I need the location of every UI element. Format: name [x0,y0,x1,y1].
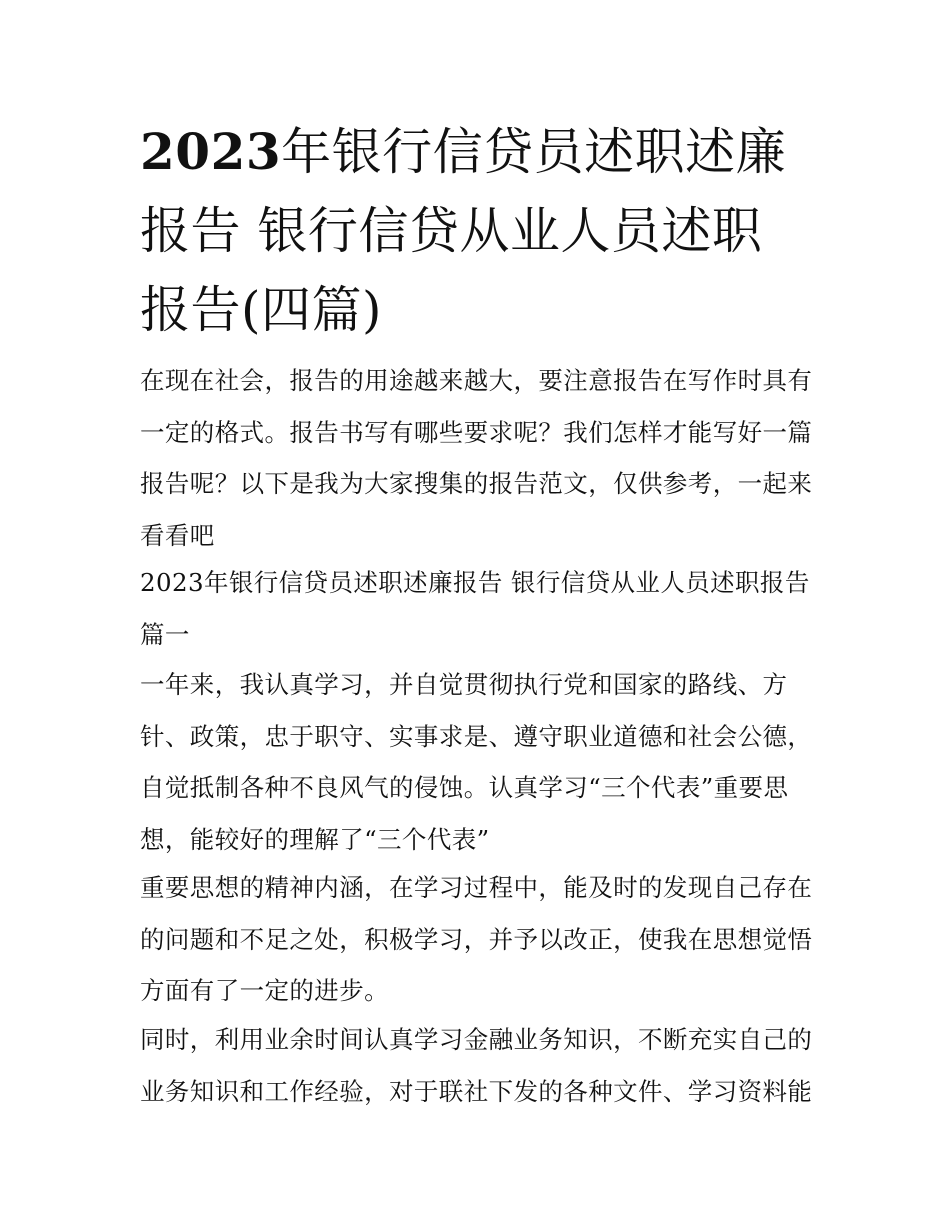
intro-paragraph: 在现在社会，报告的用途越来越大，要注意报告在写作时具有一定的格式。报告书写有哪些要求呢？我们怎样才能写好一篇报告呢？以下是我为大家搜集的报告范文，仅供参考，一起来看看吧 [140,366,813,550]
section-heading: 2023年银行信贷员述职述廉报告 银行信贷从业人员述职报告篇一 [140,568,810,649]
document-title [140,112,810,350]
body-paragraph: 一年来，我认真学习，并自觉贯彻执行党和国家的路线、方针、政策，忠于职守、实事求是、遵守职业道德和社会公德，自觉抵制各种不良风气的侵蚀。认真学习“三个代表”重要思想，能较好的理解了“三个代表” [140,670,813,854]
body-paragraph: 同时，利用业余时间认真学习金融业务知识，不断充实自己的业务知识和工作经验，对于联社下发的各种文件、学习资料能 [140,1025,813,1106]
title-year: 2023 [140,122,282,181]
body-paragraph: 重要思想的精神内涵，在学习过程中，能及时的发现自己存在的问题和不足之处，积极学习，并予以改正，使我在思想觉悟方面有了一定的进步。 [140,873,813,1005]
title-text: 年银行信贷员述职述廉报告 银行信贷从业人员述职报告(四篇) [140,123,787,339]
